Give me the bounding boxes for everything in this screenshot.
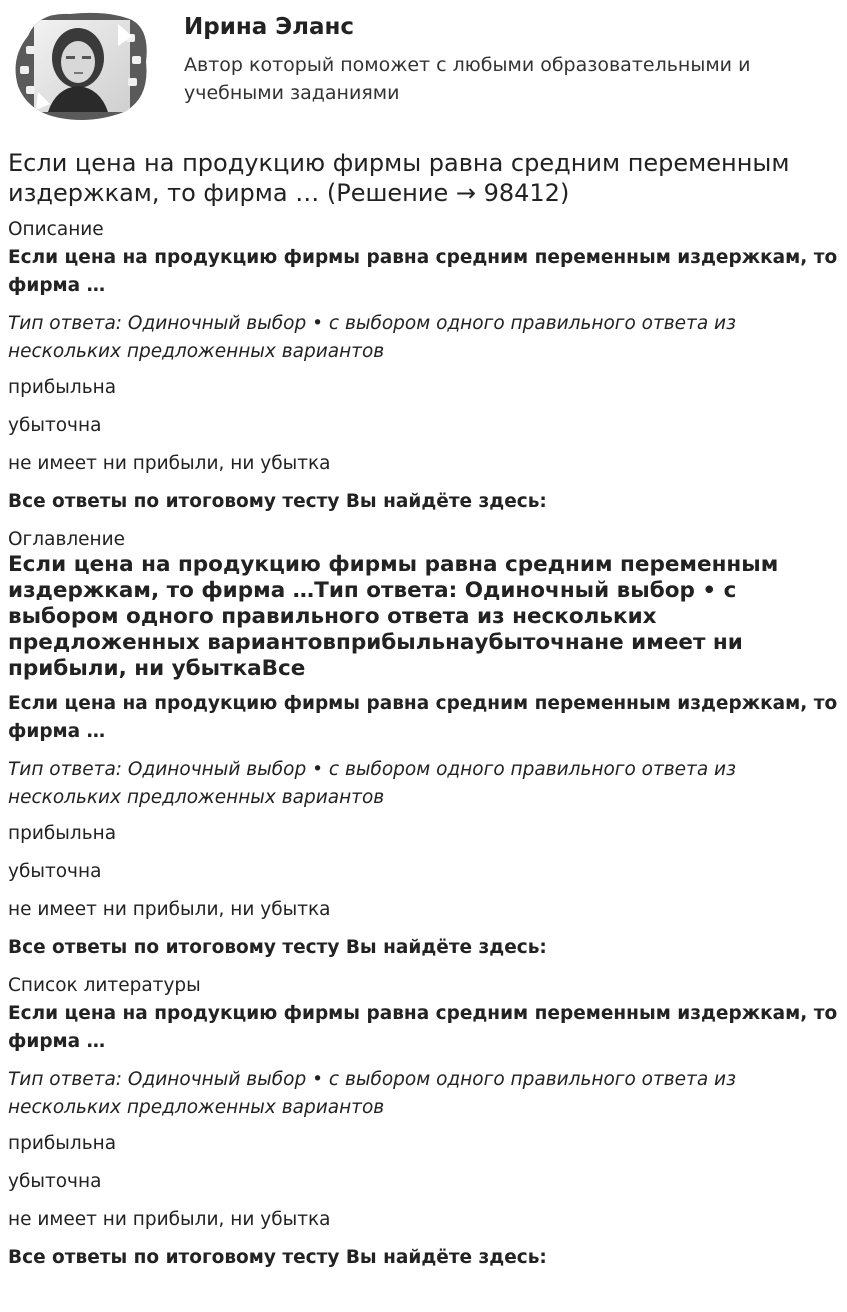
section-label-description: Описание bbox=[8, 219, 104, 240]
answer-type: Тип ответа: Одиночный выбор • с выбором одного правильного ответа из нескольких предложенных вариантов bbox=[8, 759, 736, 808]
answer-type: Тип ответа: Одиночный выбор • с выбором одного правильного ответа из нескольких предложенных вариантов bbox=[8, 1069, 736, 1118]
author-name: Ирина Эланс bbox=[184, 14, 355, 40]
answers-link-text[interactable]: Все ответы по итоговому тесту Вы найдёте здесь: bbox=[8, 1247, 547, 1268]
option-item: убыточна bbox=[8, 415, 102, 436]
author-description: Автор который поможет с любыми образовательными и учебными заданиями bbox=[184, 54, 751, 104]
page-title: Если цена на продукцию фирмы равна средним переменным издержкам, то фирма … (Решение → 98412) bbox=[8, 149, 790, 207]
option-item: убыточна bbox=[8, 861, 102, 882]
option-item: не имеет ни прибыли, ни убытка bbox=[8, 899, 331, 920]
question-text: Если цена на продукцию фирмы равна средним переменным издержкам, то фирма … bbox=[8, 693, 838, 742]
question-text: Если цена на продукцию фирмы равна средним переменным издержкам, то фирма … bbox=[8, 247, 838, 296]
author-card bbox=[8, 6, 838, 128]
answer-type: Тип ответа: Одиночный выбор • с выбором одного правильного ответа из нескольких предложенных вариантов bbox=[8, 313, 736, 362]
answers-link-text[interactable]: Все ответы по итоговому тесту Вы найдёте здесь: bbox=[8, 937, 547, 958]
option-item: не имеет ни прибыли, ни убытка bbox=[8, 1209, 331, 1230]
option-item: прибыльна bbox=[8, 1133, 117, 1154]
section-label-literature: Список литературы bbox=[8, 975, 201, 996]
answers-link-text[interactable]: Все ответы по итоговому тесту Вы найдёте здесь: bbox=[8, 491, 547, 512]
option-item: не имеет ни прибыли, ни убытка bbox=[8, 453, 331, 474]
main-content bbox=[8, 148, 838, 1270]
section-label-toc: Оглавление bbox=[8, 529, 126, 550]
toc-heading: Если цена на продукцию фирмы равна средним переменным издержкам, то фирма …Тип ответа: Одиночный выбор • с выбором одного правильного ответа из нескольких предложенных вариантовприбыльнаубыточнане имеет ни прибыли, ни убыткаВсе bbox=[8, 552, 779, 681]
author-avatar bbox=[8, 6, 152, 126]
option-item: прибыльна bbox=[8, 823, 117, 844]
question-text: Если цена на продукцию фирмы равна средним переменным издержкам, то фирма … bbox=[8, 1003, 838, 1052]
option-item: убыточна bbox=[8, 1171, 102, 1192]
option-item: прибыльна bbox=[8, 377, 117, 398]
